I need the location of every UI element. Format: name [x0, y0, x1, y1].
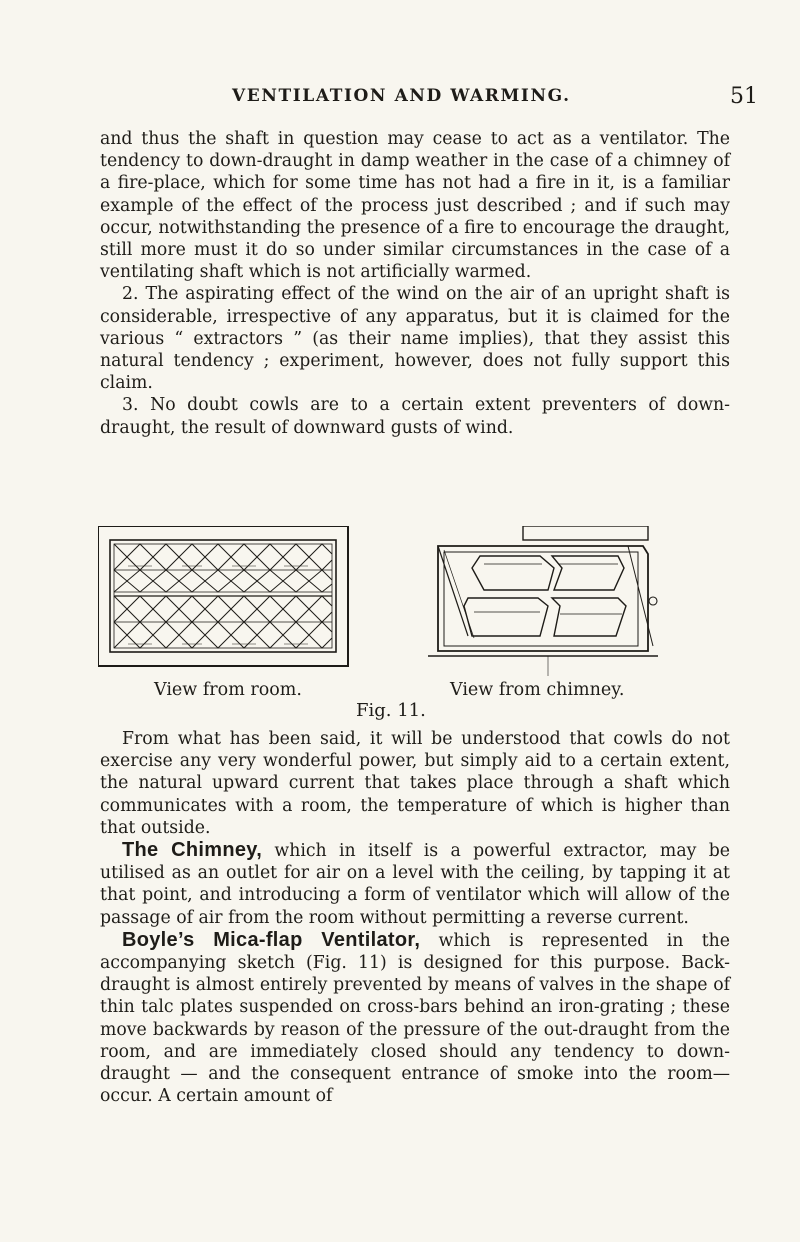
- paragraph-3: 3. No doubt cowls are to a certain extent preventers of down-draught, the result of downward gusts of wind.: [100, 395, 730, 438]
- paragraph-1: and thus the shaft in question may cease to act as a ventilator. The tendency to down-draught in damp weather in the case of a chimney of a fire-place, which for some time has not had a fire in it, is a familiar example of the effect of the process just described ; and if such may occur, notwithstanding the presence of a fire to encourage the draught, still more must it do so under similar circumstances in the case of a ventilating shaft which is not artificially warmed.: [100, 129, 730, 283]
- running-title: VENTILATION AND WARMING.: [232, 86, 571, 106]
- top-text: [100, 128, 730, 439]
- caption-view-from-room: View from room.: [154, 680, 302, 700]
- bottom-text: [100, 728, 730, 1107]
- paragraph-6: [100, 929, 730, 1108]
- paragraph-2: 2. The aspirating effect of the wind on the air of an upright shaft is considerable, irrespective of any apparatus, but it is claimed for the various “ extractors ” (as their name implies), that they assist this natural tendency ; experiment, however, does not fully support this claim.: [100, 284, 730, 394]
- figure-label: Fig. 11.: [356, 700, 426, 721]
- page-number: 51: [730, 84, 758, 109]
- heading-boyles-ventilator: Boyle’s Mica-flap Ventilator,: [122, 928, 421, 951]
- view-from-room-drawing: [98, 526, 348, 666]
- figure-11-illustration: [98, 526, 658, 676]
- heading-the-chimney: The Chimney,: [122, 839, 263, 862]
- view-from-chimney-drawing: [428, 526, 658, 676]
- caption-view-from-chimney: View from chimney.: [450, 680, 625, 700]
- paragraph-5-body: which in itself is a powerful extractor, may be utilised as an outlet for air on a level with the ceiling, by tapping it at that point, and introducing a form of ventilator which will allow of the passage of air from the room without permitting a reverse current.: [100, 841, 730, 928]
- paragraph-6-body: which is represented in the accompanying sketch (Fig. 11) is designed for this purpose. Back-draught is almost entirely prevented by means of valves in the shape of thin talc plates suspended on cross-bars behind an iron-grating ; these move backwards by reason of the pressure of the out-draught from the room, and are immediately closed should any tendency to down-draught — and the consequent entrance of smoke into the room—occur. A certain amount of: [100, 930, 731, 1107]
- paragraph-5: [100, 839, 730, 929]
- page-header: [0, 86, 800, 116]
- paragraph-4: From what has been said, it will be understood that cowls do not exercise any very wonderful power, but simply aid to a certain extent, the natural upward current that takes place through a shaft which communicates with a room, the temperature of which is higher than that outside.: [100, 729, 730, 838]
